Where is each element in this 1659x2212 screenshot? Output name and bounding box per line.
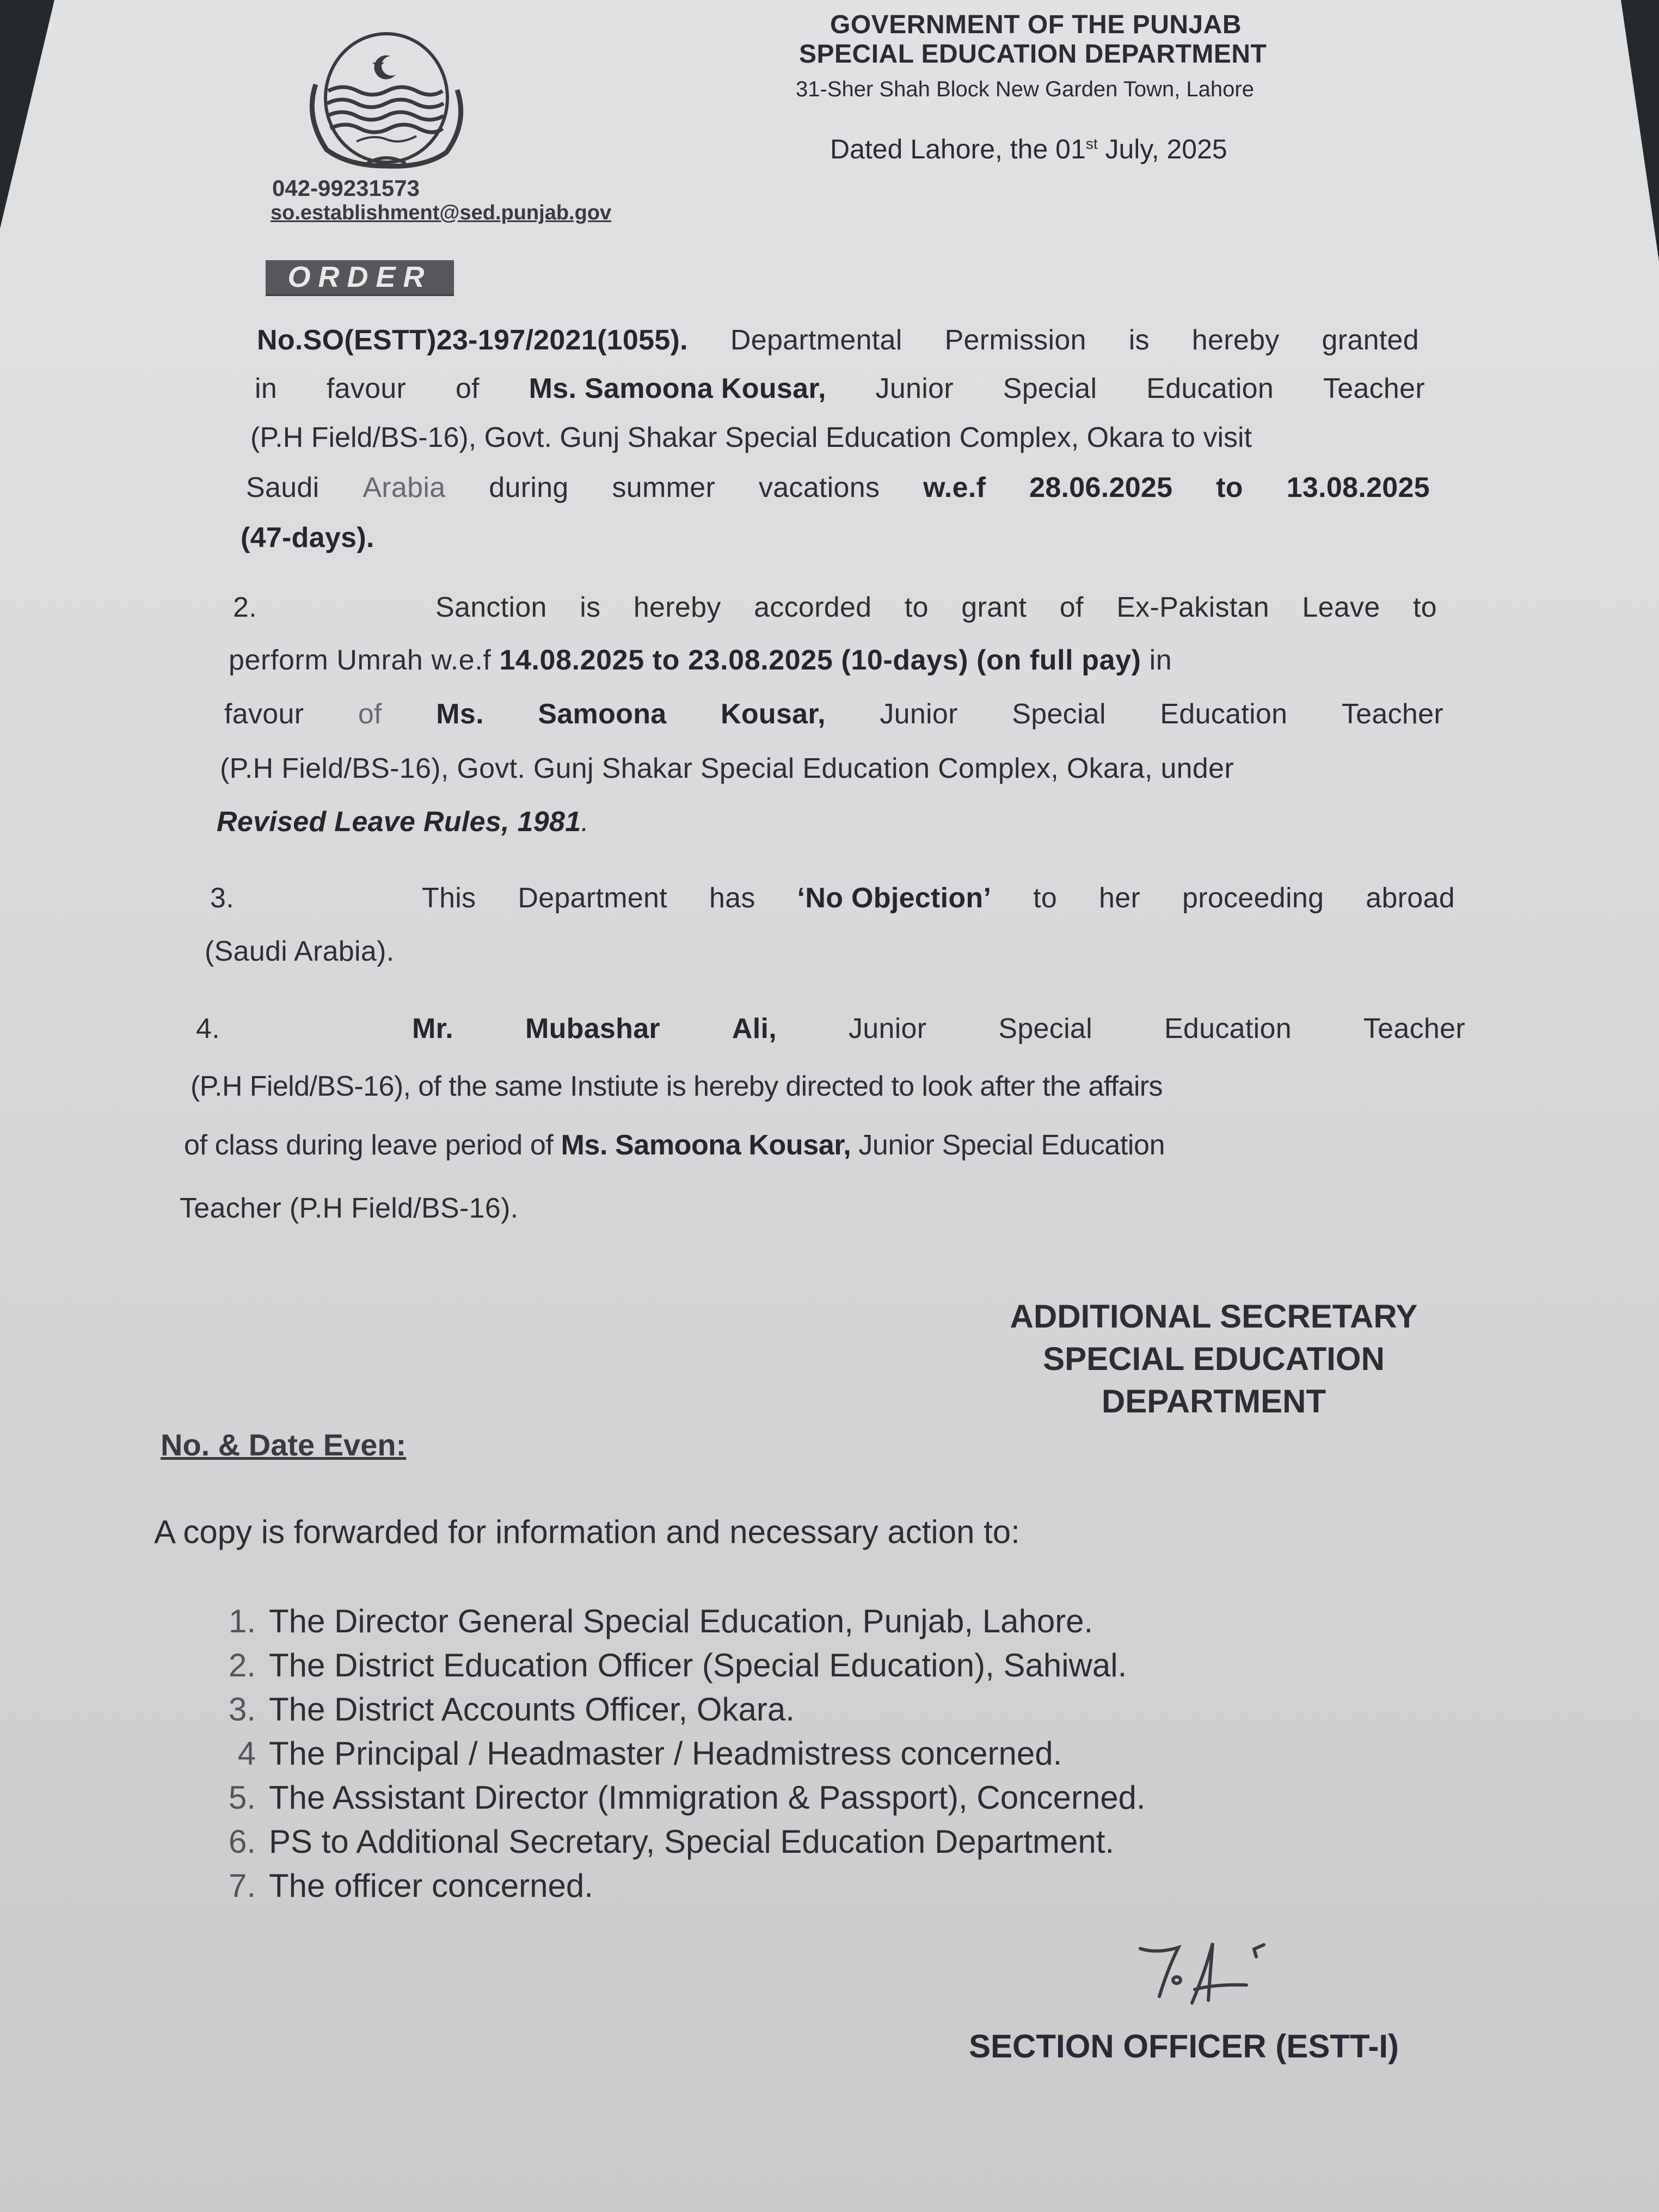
word: of [455,373,480,404]
item-text: The officer concerned. [269,1867,593,1904]
para4-line1 [412,1012,1465,1045]
word: accorded [754,592,872,623]
word: Junior [880,698,958,730]
word: Mubashar [525,1013,660,1044]
word: Junior [848,1013,927,1044]
signatory-title-line1: ADDITIONAL SECRETARY [1010,1298,1418,1335]
copy-list-item [196,1643,1146,1687]
copy-forwarded-line: A copy is forwarded for information and necessary action to: [154,1514,1020,1550]
order-heading: ORDER [266,260,454,296]
duration-days: (47-days). [241,522,374,554]
word: Teacher [1341,698,1443,730]
para2-line5 [217,806,589,838]
item-number: 7. [228,1867,256,1904]
para4-number: 4. [196,1013,220,1044]
para2-number: 2. [233,592,257,623]
item-number: 2. [228,1647,256,1683]
word: hereby [633,592,721,623]
signatory-title-line3: DEPARTMENT [1101,1383,1326,1420]
word: Education [1164,1013,1292,1044]
email-link[interactable]: so.establishment@sed.punjab.gov [271,201,612,224]
word: proceeding [1182,882,1324,914]
word: Department [518,882,668,914]
para2-line1 [435,591,1437,624]
word: Special [1012,698,1106,730]
word: Special [998,1013,1092,1044]
word: grant [961,592,1027,623]
word: Teacher [1363,1013,1465,1044]
copy-list-item [196,1775,1146,1820]
text: . [581,806,589,838]
no-date-even-label: No. & Date Even: [161,1428,407,1462]
word: Kousar, [720,698,826,730]
text: of class during leave period of [184,1129,561,1161]
para1-line2 [255,372,1425,405]
end-date: 13.08.2025 [1286,472,1430,503]
dated-line [830,133,1227,165]
word: in [255,373,278,404]
word: This [422,882,476,914]
item-number: 4 [237,1735,256,1772]
text: Junior Special Education [851,1129,1165,1161]
dated-prefix: Dated Lahore, the 01 [830,134,1086,164]
signatory-title-line2: SPECIAL EDUCATION [1043,1341,1385,1377]
section-officer-title: SECTION OFFICER (ESTT-I) [969,2028,1399,2064]
word: to [1216,472,1243,503]
department-address: 31-Sher Shah Block New Garden Town, Lahore [796,77,1254,101]
department-title: SPECIAL EDUCATION DEPARTMENT [799,40,1267,69]
item-number: 5. [228,1779,256,1816]
word: Permission [944,324,1086,356]
para3-line1 [422,882,1455,914]
word: Mr. [412,1013,454,1044]
word: Departmental [730,324,902,356]
employee-name: Ms. Samoona Kousar, [529,373,826,404]
word: abroad [1366,882,1455,914]
employee-name: Ms. Samoona Kousar, [561,1129,851,1161]
leave-period: 14.08.2025 to 23.08.2025 (10-days) (on full pay) [499,644,1141,676]
word: to [1413,592,1437,623]
para1-line3: (P.H Field/BS-16), Govt. Gunj Shakar Special Education Complex, Okara to visit [250,422,1252,453]
word: is [1128,324,1150,356]
copy-list-item [196,1731,1146,1775]
word: summer [612,472,716,503]
word: Education [1146,373,1274,404]
item-number: 1. [228,1603,256,1639]
word: favour [326,373,407,404]
copy-list [196,1599,1146,1908]
word: hereby [1191,324,1280,356]
item-text: The District Accounts Officer, Okara. [269,1691,795,1728]
word: granted [1322,324,1419,356]
order-ref-no: No.SO(ESTT)23-197/2021(1055). [257,324,688,356]
word: Special [1003,373,1097,404]
word: of [358,698,382,730]
word: Samoona [538,698,667,730]
para1-line5 [241,521,374,554]
word: favour [224,698,304,730]
word: of [1059,592,1084,623]
handwritten-signature [1132,1938,1339,2025]
word: is [580,592,601,623]
word: Teacher [1323,373,1425,404]
start-date: 28.06.2025 [1029,472,1173,503]
dated-suffix: July, 2025 [1097,134,1227,164]
item-text: The District Education Officer (Special Education), Sahiwal. [269,1647,1127,1683]
para2-line4: (P.H Field/BS-16), Govt. Gunj Shakar Special Education Complex, Okara, under [220,753,1234,784]
additional-secretary-block [969,1295,1459,1423]
word: to [1033,882,1058,914]
word: vacations [758,472,880,503]
no-objection: ‘No Objection’ [797,882,992,914]
para3-line2: (Saudi Arabia). [205,936,395,967]
word: Arabia [362,472,446,503]
word: Leave [1302,592,1380,623]
item-text: PS to Additional Secretary, Special Education Department. [269,1823,1115,1860]
word: Ali, [732,1013,777,1044]
phone-number: 042-99231573 [272,175,420,201]
copy-list-item [196,1864,1146,1908]
word: Junior [875,373,954,404]
para2-line2 [229,644,1172,677]
item-text: The Assistant Director (Immigration & Passport), Concerned. [269,1779,1146,1816]
word: to [904,592,929,623]
punjab-emblem-logo [291,30,482,171]
word: Saudi [246,472,319,503]
copy-list-item [196,1599,1146,1643]
para4-line3 [184,1129,1165,1162]
item-text: The Principal / Headmaster / Headmistress concerned. [269,1735,1062,1772]
word: Ms. [436,698,484,730]
item-number: 6. [228,1823,256,1860]
word: Education [1160,698,1288,730]
wef-label: w.e.f [923,472,986,503]
leave-rules-reference: Revised Leave Rules, 1981 [217,806,581,838]
word: Ex-Pakistan [1116,592,1269,623]
para4-line2: (P.H Field/BS-16), of the same Instiute is hereby directed to look after the affairs [191,1071,1163,1102]
para4-line4: Teacher (P.H Field/BS-16). [180,1193,519,1224]
para3-number: 3. [210,882,234,914]
para1-line1 [257,324,1419,357]
text: perform Umrah w.e.f [229,644,500,676]
copy-list-item [196,1687,1146,1731]
word: has [709,882,755,914]
word: her [1099,882,1141,914]
govt-title: GOVERNMENT OF THE PUNJAB [830,10,1242,39]
dated-sup: st [1085,135,1098,152]
item-text: The Director General Special Education, Punjab, Lahore. [269,1603,1093,1639]
para1-line4 [246,471,1430,504]
word: Sanction [435,592,547,623]
para2-line3 [224,698,1443,730]
copy-list-item [196,1820,1146,1864]
item-number: 3. [228,1691,256,1728]
text: in [1141,644,1172,676]
word: during [489,472,569,503]
